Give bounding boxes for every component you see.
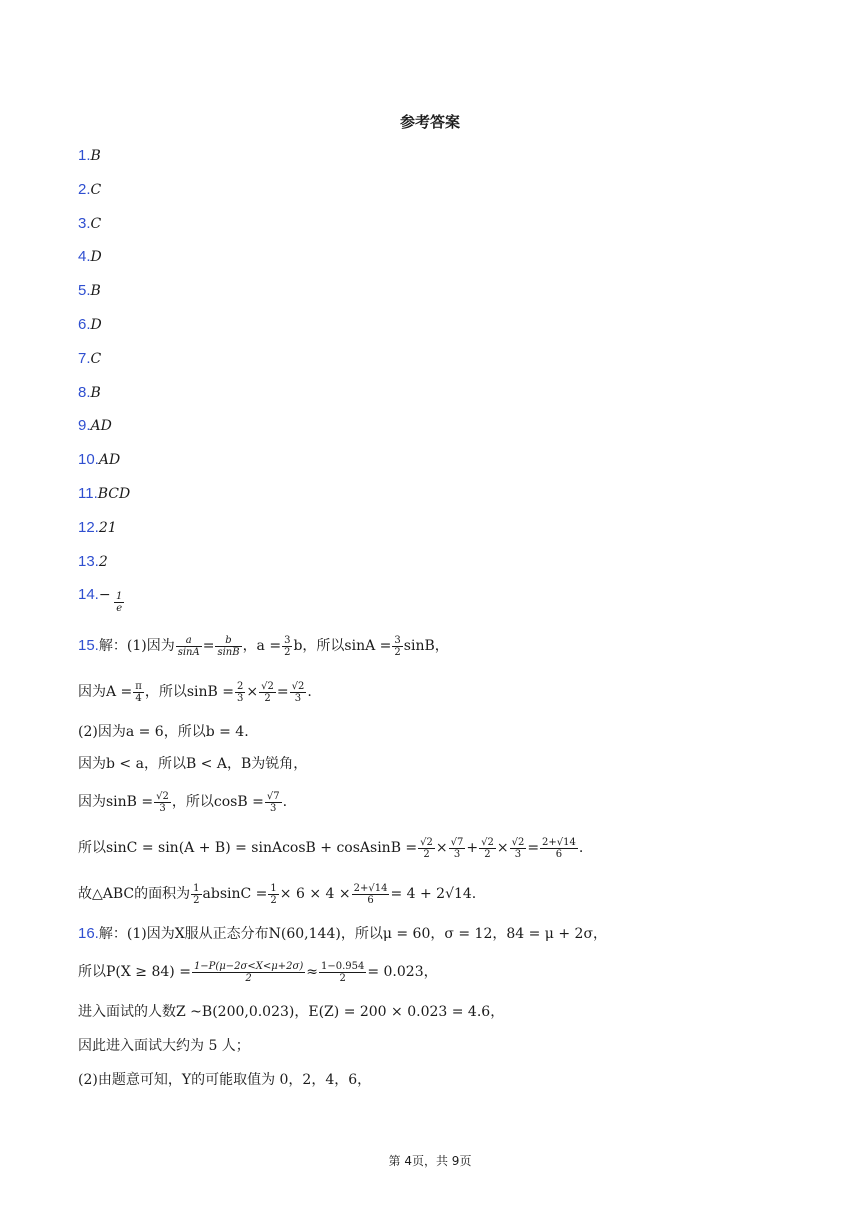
answer-value: C [90,351,102,367]
q16-line-4: 因此进入面试大约为 5 人； [78,1038,250,1054]
answer-value: AD [98,452,121,468]
answer-number: 6. [78,316,91,333]
q16-line-5: (2)由题意可知，Y的可能取值为 0，2，4，6， [78,1072,372,1088]
answer-value: C [90,182,102,198]
answer-value: AD [90,418,112,434]
answer-item [78,383,101,403]
answer-item [78,349,101,369]
answer-item [78,552,108,572]
answer-item [78,180,101,200]
answer-number: 8. [78,384,91,401]
answer-value: 2 [98,554,108,570]
page-footer: 第 4页，共 9页 [388,1154,472,1168]
answer-value: − [98,587,111,603]
page-title: 参考答案 [399,113,460,131]
q16-line-1: 16.解：(1)因为X服从正态分布N(60,144)，所以μ = 60，σ = 12，84 = μ + 2σ， [78,925,608,942]
answer-number: 1. [78,147,91,164]
q15-line-6: 所以sinC = sin(A + B) = sinAcosB + cosAsinB = $\frac{√2}{2}$ × $\frac{√7}{3}$ + $\frac{√2}{2}$ × $\frac{√2}{3}$ = $\frac{2+√14}{6}$ . [78,836,584,860]
q15-line-7: 故△ABC的面积为 $\frac{1}{2}$ absinC = $\frac{1}{2}$ × 6 × 4 × $\frac{2+√14}{6}$ = 4 + 2√14. [78,882,477,906]
answer-number: 7. [78,350,91,367]
answer-number: 13. [78,553,99,570]
answer-item [78,518,117,538]
answer-value: B [90,148,101,164]
q15-line-2: 因为A = $\frac{\pi}{4}$ ，所以sinB = $\frac{2}{3}$ × $\frac{√2}{2}$ = $\frac{√2}{3}$ . [78,680,312,704]
answer-number: 9. [78,417,91,434]
answer-number: 14. [78,586,99,603]
q15-line-4: 因为b < a，所以B < A，B为锐角， [78,756,308,772]
answer-item [78,214,101,234]
q15-line-5: 因为sinB = $\frac{√2}{3}$ ，所以cosB = $\frac{√7}{3}$ . [78,790,288,814]
answer-value: D [90,317,102,333]
answer-number: 3. [78,215,91,232]
answer-value: D [90,249,102,265]
answer-number: 4. [78,248,91,265]
answer-value: 21 [98,520,117,536]
answer-item [78,484,130,504]
answer-item [78,281,101,301]
answer-item [78,247,102,267]
q15-line-1: 15.解：(1)因为 $\frac{a}{\sin A}$ = $\frac{b}{\sin B}$ ，a = $\frac{3}{2}$ b，所以sinA = $\frac{3}{2}$ sinB， [78,634,449,658]
answer-number: 10. [78,451,99,468]
answer-item [78,146,101,166]
q15-line-3: (2)因为a = 6，所以b = 4. [78,724,249,740]
answer-number: 5. [78,282,91,299]
answer-number: 11. [78,485,98,502]
answer-item [78,585,111,605]
answer-value: B [90,283,101,299]
answer-value: BCD [97,486,131,502]
answer-item [78,315,102,335]
q16-line-2: 所以P(X ≥ 84) = $\frac{1-P(\mu-2\sigma<X<\mu+2\sigma)}{2}$ ≈ $\frac{1-0.954}{2}$ = 0.023， [78,960,438,984]
answer-item [78,416,112,436]
q16-line-3: 进入面试的人数Z ~B(200,0.023)，E(Z) = 200 × 0.023 = 4.6， [78,1004,505,1020]
answer-value: B [90,385,101,401]
answer-number: 2. [78,181,91,198]
answer-number: 12. [78,519,99,536]
answer-value: C [90,216,102,232]
q14-fraction: $\frac{1}{e}$ [116,591,123,614]
answer-item [78,450,120,470]
